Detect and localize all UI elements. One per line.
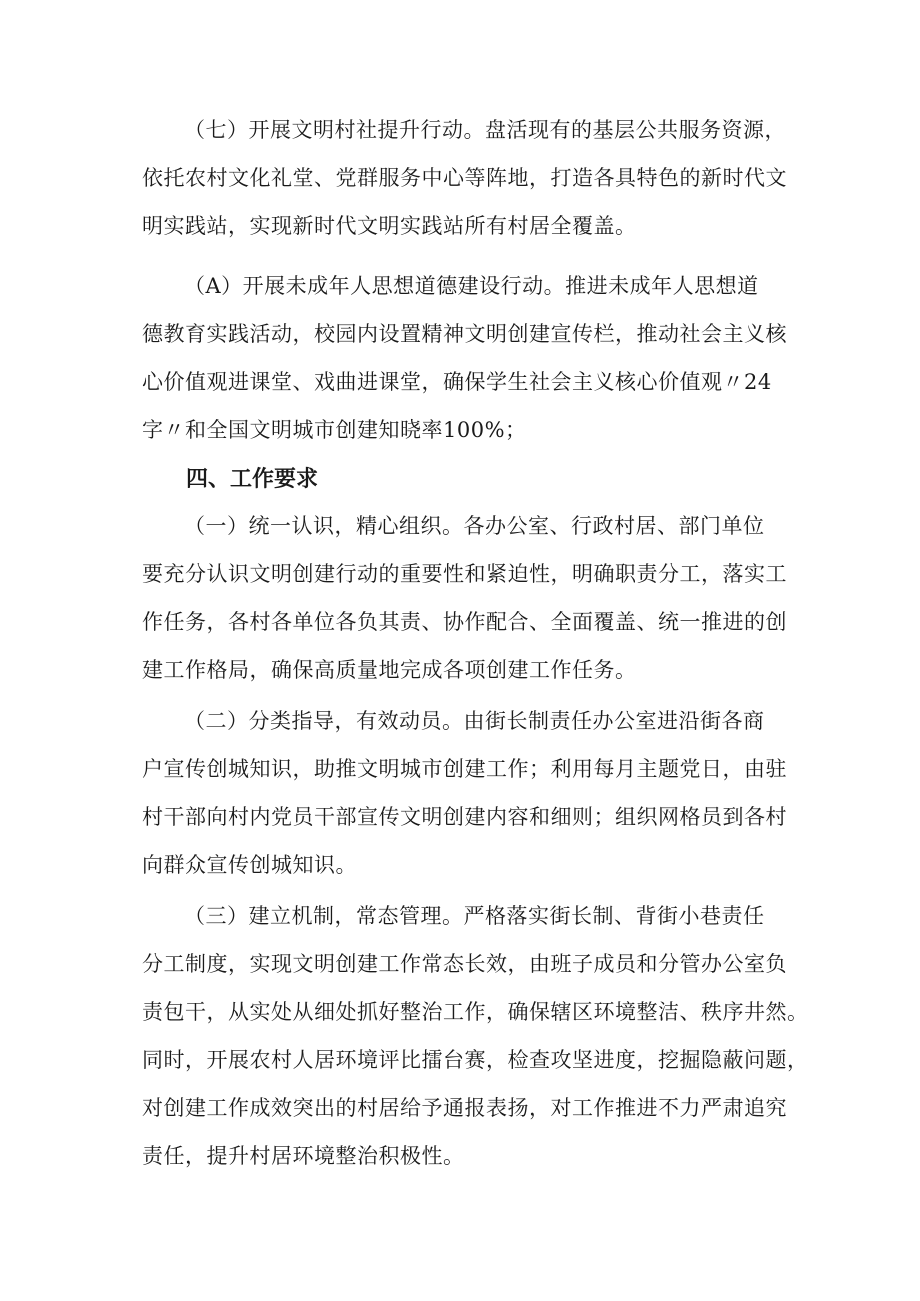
text-line: 建工作格局，确保高质量地完成各项创建工作任务。 [142,658,637,682]
text-line: 德教育实践活动，校园内设置精神文明创建宣传栏，推动社会主义核 [142,322,787,346]
paragraph-seven [142,106,787,250]
text-line: 作任务，各村各单位各负其责、协作配合、全面覆盖、统一推进的创 [142,610,787,634]
requirement-two [142,697,787,889]
text-line: 字〃和全国文明城市创建知晓率100%； [142,418,527,442]
text-line: （A）开展未成年人思想道德建设行动。推进未成年人思想道 [184,274,759,298]
text-line: 要充分认识文明创建行动的重要性和紧迫性，明确职责分工，落实工 [142,562,787,586]
text-line: 责任，提升村居环境整治积极性。 [142,1144,465,1168]
requirement-one [142,502,787,694]
text-line: 向群众宣传创城知识。 [142,853,357,877]
text-line: 明实践站，实现新时代文明实践站所有村居全覆盖。 [142,214,637,238]
requirement-three [142,892,809,1180]
section-heading: 四、工作要求 [186,467,319,492]
text-line: 户宣传创城知识，助推文明城市创建工作；利用每月主题党日，由驻 [142,757,787,781]
text-line: 对创建工作成效突出的村居给予通报表扬，对工作推进不力严肃追究 [142,1096,787,1120]
text-line: 同时，开展农村人居环境评比擂台赛，检查攻坚进度，挖掘隐蔽问题， [142,1048,809,1072]
text-line: 责包干，从实处从细处抓好整治工作，确保辖区环境整洁、秩序井然。 [142,1000,809,1024]
text-line: 村干部向村内党员干部宣传文明创建内容和细则；组织网格员到各村 [142,805,787,829]
text-line: 依托农村文化礼堂、党群服务中心等阵地，打造各具特色的新时代文 [142,166,787,190]
text-line: 心价值观进课堂、戏曲进课堂，确保学生社会主义核心价值观〃24 [142,370,772,394]
text-line: （一）统一认识，精心组织。各办公室、行政村居、部门单位 [184,514,765,538]
text-line: （三）建立机制，常态管理。严格落实街长制、背街小巷责任 [184,904,765,928]
paragraph-a [142,262,787,454]
text-line: 分工制度，实现文明创建工作常态长效，由班子成员和分管办公室负 [142,952,787,976]
text-line: （二）分类指导，有效动员。由街长制责任办公室进沿街各商 [184,709,765,733]
text-line: （七）开展文明村社提升行动。盘活现有的基层公共服务资源， [184,118,786,142]
